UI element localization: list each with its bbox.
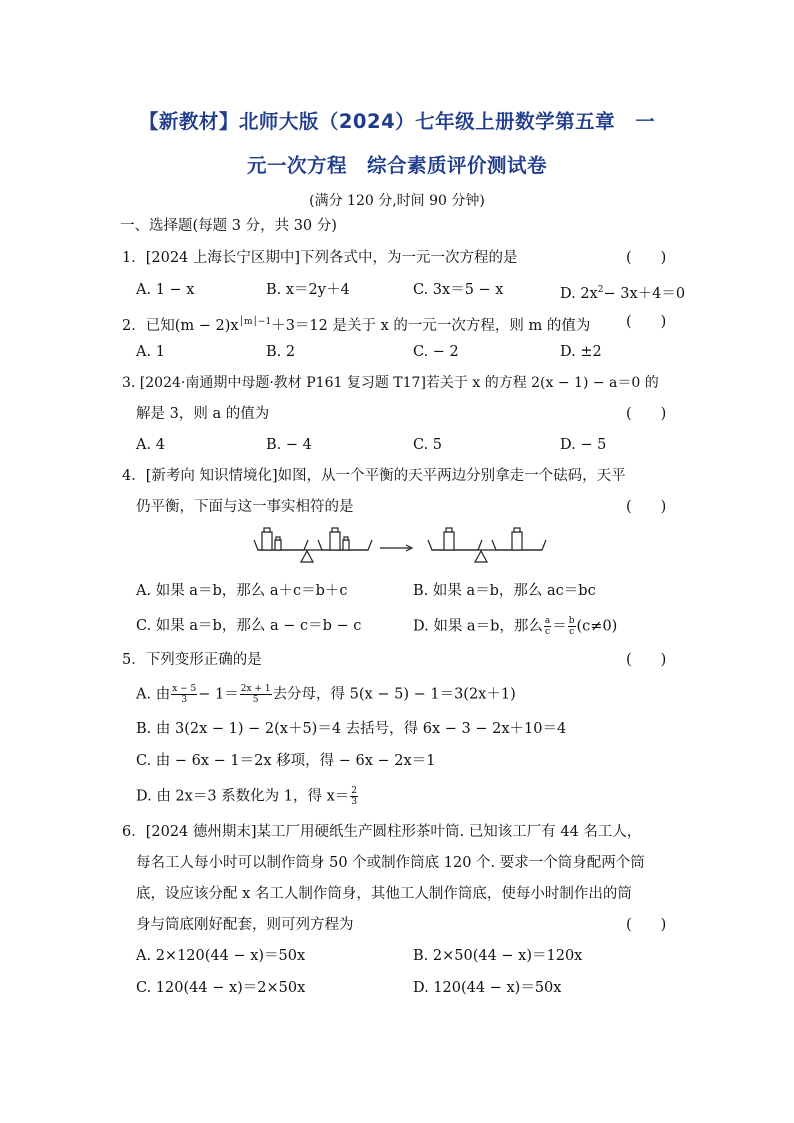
q5-option-a: A. 由 $\frac{x - 5}{3}$ − 1＝ $\frac{2x + 1}{5}$ 去分母，得 5(x − 5) − 1＝3(2x＋1) [136, 684, 516, 705]
q2-option-d: D. ±2 [560, 344, 602, 360]
question-6-line-2: 每名工人每小时可以制作筒身 50 个或制作筒底 120 个. 要求一个筒身配两个筒 [136, 855, 645, 871]
question-6-line-3: 底，设应该分配 x 名工人制作筒身，其他工人制作筒底，使每小时制作出的筒 [136, 886, 632, 902]
q3-option-c: C. 5 [413, 437, 443, 453]
question-3-line-2: 解是 3，则 a 的值为 [136, 406, 270, 422]
section-heading: 一、选择题(每题 3 分，共 30 分) [120, 218, 337, 234]
title-line-1: 【新教材】北师大版（2024）七年级上册数学第五章 一 [138, 110, 656, 133]
question-4-line-2: 仍平衡，下面与这一事实相符的是 [136, 499, 354, 515]
answer-blank: ( ) [626, 652, 667, 668]
answer-blank: ( ) [626, 314, 667, 330]
balance-after-icon [428, 528, 546, 562]
q6-option-a: A. 2×120(44 − x)＝50x [136, 948, 306, 964]
question-6-line-4: 身与筒底刚好配套，则可列方程为 [136, 917, 354, 933]
balance-before-icon [254, 528, 372, 562]
q5-option-b: B. 由 3(2x − 1) − 2(x＋5)＝4 去括号，得 6x − 3 − 2x＋10＝4 [136, 721, 567, 737]
answer-blank: ( ) [626, 917, 667, 933]
q2-option-b: B. 2 [266, 344, 296, 360]
question-1-text: 1．[2024 上海长宁区期中]下列各式中，为一元一次方程的是 [122, 250, 518, 266]
q5-option-c: C. 由 − 6x − 1＝2x 移项，得 − 6x − 2x＝1 [136, 753, 436, 769]
q4-option-d: D. 如果 a＝b，那么 $\frac{a}{c}$ ＝ $\frac{b}{c}$ (c≠0) [413, 616, 618, 637]
q6-option-d: D. 120(44 − x)＝50x [413, 980, 562, 996]
question-4-line-1: 4．[新考向 知识情境化]如图，从一个平衡的天平两边分别拿走一个砝码，天平 [122, 468, 626, 484]
answer-blank: ( ) [626, 250, 667, 266]
question-5-text: 5．下列变形正确的是 [122, 652, 262, 668]
q4-option-b: B. 如果 a＝b，那么 ac＝bc [413, 583, 596, 599]
q1-option-c: C. 3x＝5 − x [413, 282, 504, 298]
q1-option-d: D. $2x^2- 3x+4=0$ [560, 285, 686, 302]
answer-blank: ( ) [626, 499, 667, 515]
q4-option-c: C. 如果 a＝b，那么 a − c＝b − c [136, 618, 362, 634]
title-line-2: 元一次方程 综合素质评价测试卷 [246, 154, 547, 177]
balance-scale-figure [250, 520, 550, 576]
question-6-line-1: 6．[2024 德州期末]某工厂用硬纸生产圆柱形茶叶筒. 已知该工厂有 44 名工人， [122, 824, 642, 840]
q1-option-a: A. 1 − x [136, 282, 195, 298]
q3-option-b: B. − 4 [266, 437, 312, 453]
q5-option-d: D. 由 2x＝3 系数化为 1，得 x＝ $\frac{2}{3}$ [136, 786, 358, 807]
question-2-text: 2．已知$(m - 2)x^{│m│-1}+3=12$ 是关于 x 的一元一次方程，则 m 的值为 [122, 317, 591, 334]
question-3-line-1: 3. [2024·南通期中母题·教材 P161 复习题 T17]若关于 x 的方程 2(x − 1) − a＝0 的 [122, 375, 659, 391]
q1-option-b: B. x＝2y＋4 [266, 282, 350, 298]
q6-option-c: C. 120(44 − x)＝2×50x [136, 980, 306, 996]
q2-option-a: A. 1 [136, 344, 165, 360]
q2-option-c: C. − 2 [413, 344, 459, 360]
answer-blank: ( ) [626, 406, 667, 422]
q3-option-a: A. 4 [136, 437, 165, 453]
q3-option-d: D. − 5 [560, 437, 607, 453]
exam-info: (满分 120 分,时间 90 分钟) [309, 193, 485, 209]
q6-option-b: B. 2×50(44 − x)＝120x [413, 948, 583, 964]
q4-option-a: A. 如果 a＝b，那么 a＋c＝b＋c [136, 583, 348, 599]
